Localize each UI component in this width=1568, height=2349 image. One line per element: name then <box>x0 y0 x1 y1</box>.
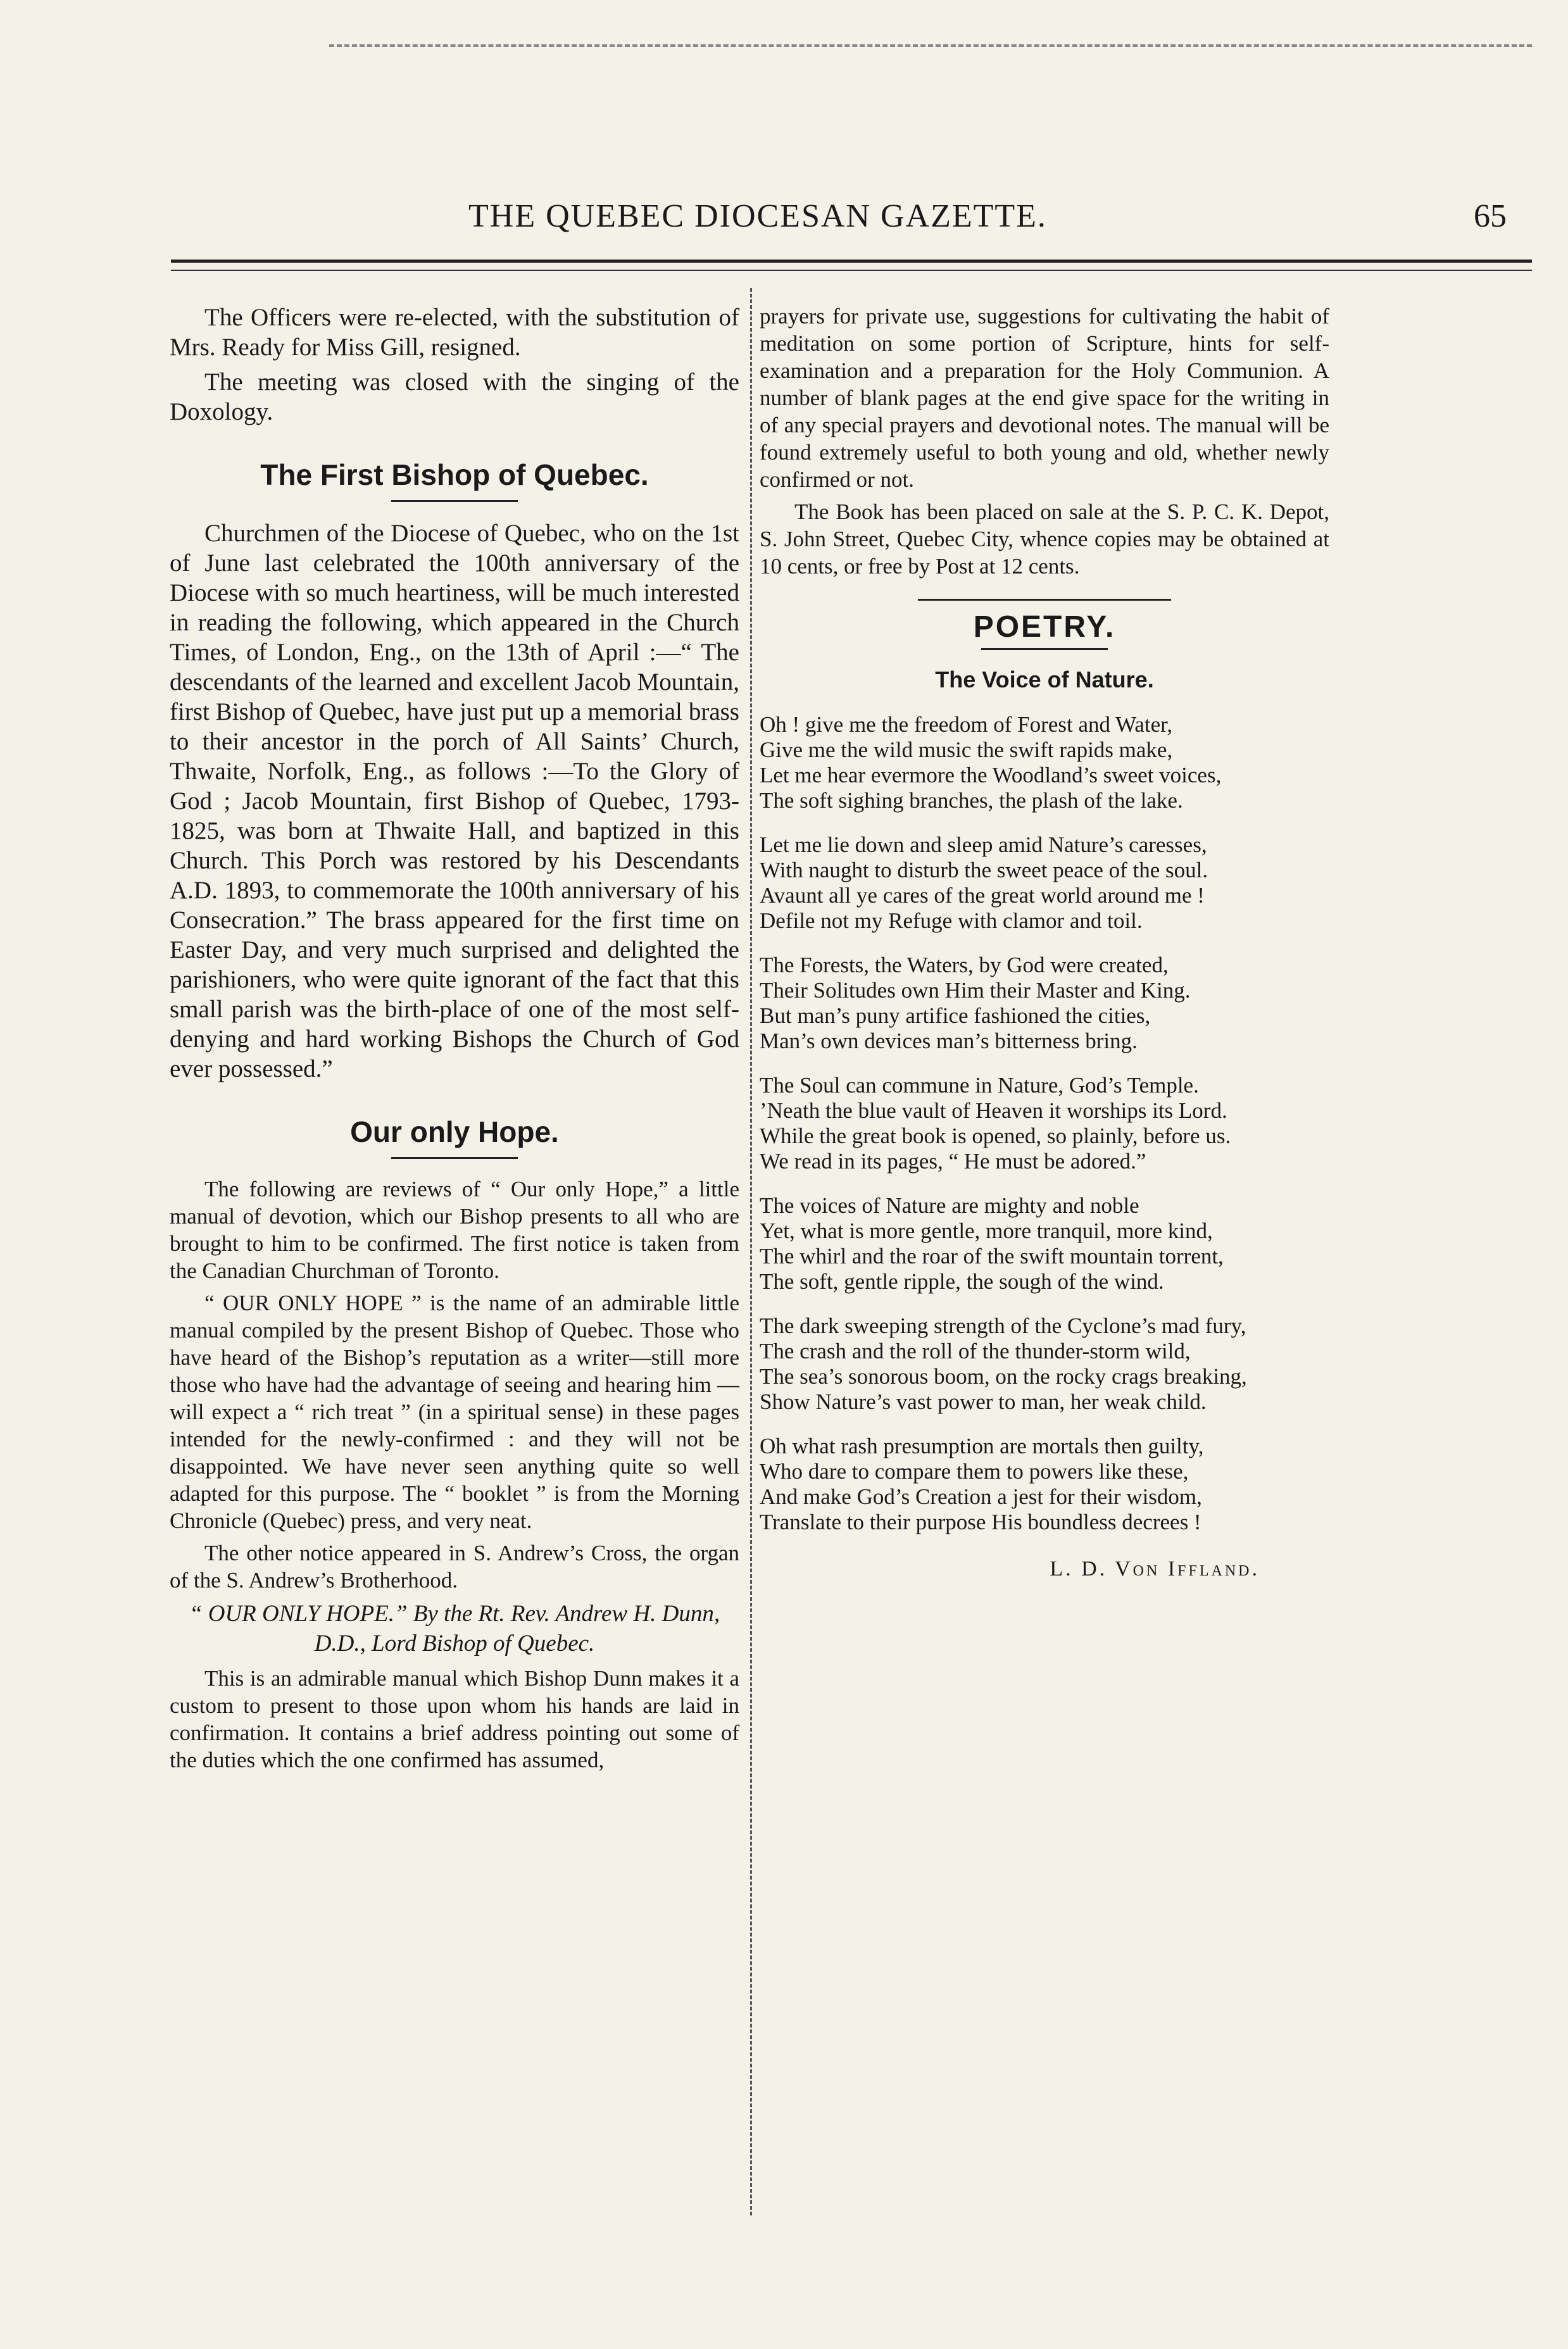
page-number: 65 <box>1474 198 1507 234</box>
poem-line: Man’s own devices man’s bitterness bring. <box>760 1029 1138 1053</box>
poem-line: Yet, what is more gentle, more tranquil, more kind, <box>760 1218 1213 1243</box>
poem-line: Defile not my Refuge with clamor and toil. <box>760 908 1143 933</box>
poem-line: Oh what rash presumption are mortals then guilty, <box>760 1434 1204 1458</box>
poem-line: Who dare to compare them to powers like these, <box>760 1459 1189 1484</box>
poem-line: Their Solitudes own Him their Master and King. <box>760 978 1191 1003</box>
poem-stanza <box>760 1193 1329 1294</box>
heading-our-only-hope: Our only Hope. <box>350 1115 559 1148</box>
poem-line: ’Neath the blue vault of Heaven it worships its Lord. <box>760 1098 1227 1123</box>
poem-line: The soft sighing branches, the plash of the lake. <box>760 788 1183 813</box>
poem-line: We read in its pages, “ He must be adored.” <box>760 1149 1146 1174</box>
manual-contents-paragraph: prayers for private use, suggestions for cultivating the habit of meditation on some portion of Scripture, hints for self-examination and a preparation for the Holy Communion. A number of blank pages at the end give space for the writing in of any special prayers and devotional notes. The manual will be found extremely useful to both young and old, whether newly confirmed or not. <box>760 304 1329 492</box>
poem-line: While the great book is opened, so plainly, before us. <box>760 1124 1231 1148</box>
heading-first-bishop: The First Bishop of Quebec. <box>260 458 649 491</box>
heading-rule <box>391 1157 518 1159</box>
heading-rule <box>981 648 1108 650</box>
poem-line: And make God’s Creation a jest for their wisdom, <box>760 1484 1202 1509</box>
poem-signature: L. D. Von Iffland. <box>1050 1557 1260 1581</box>
left-column <box>170 303 739 1779</box>
poem-line: The Soul can commune in Nature, God’s Temple. <box>760 1073 1199 1098</box>
review-byline: “ OUR ONLY HOPE.” By the Rt. Rev. Andrew H. Dunn, D.D., Lord Bishop of Quebec. <box>189 1601 720 1657</box>
churchman-review-paragraph: “ OUR ONLY HOPE ” is the name of an admirable little manual compiled by the present Bishop of Quebec. Those who have heard of the Bishop’s reputation as a writer—still more those who have had the advantage of seeing and hearing him —will expect a “ rich treat ” (in a spiritual sense) in these pages intended for the newly-confirmed : and they will not be disappointed. We have never seen anything quite so well adapted for this purpose. The “ booklet ” is from the Morning Chronicle (Quebec) press, and very neat. <box>170 1291 739 1533</box>
poem-stanza <box>760 953 1329 1054</box>
poem-line: Show Nature’s vast power to man, her weak child. <box>760 1389 1207 1414</box>
running-title: THE QUEBEC DIOCESAN GAZETTE. <box>468 198 1047 234</box>
right-column <box>760 303 1329 1584</box>
poem <box>760 712 1329 1535</box>
header-rule-thin <box>171 270 1532 271</box>
poem-line: Avaunt all ye cares of the great world around me ! <box>760 883 1205 908</box>
column-divider <box>750 288 752 2215</box>
poem-stanza <box>760 1073 1329 1174</box>
officers-paragraph: The Officers were re-elected, with the substitution of Mrs. Ready for Miss Gill, resigned. <box>170 304 739 361</box>
poem-line: The whirl and the roar of the swift mountain torrent, <box>760 1244 1224 1268</box>
poem-stanza <box>760 1434 1329 1535</box>
andrews-cross-paragraph: The other notice appeared in S. Andrew’s Cross, the organ of the S. Andrew’s Brotherhood. <box>170 1541 739 1593</box>
bishop-article-paragraph: Churchmen of the Diocese of Quebec, who on the 1st of June last celebrated the 100th anniversary of the Diocese with so much heartiness, will be much interested in reading the following, which appeared in the Church Times, of London, Eng., on the 13th of April :—“ The descendants of the learned and excellent Jacob Mountain, first Bishop of Quebec, have just put up a memorial brass to their ancestor in the porch of All Saints’ Church, Thwaite, Norfolk, Eng., as follows :—To the Glory of God ; Jacob Mountain, first Bishop of Quebec, 1793-1825, was born at Thwaite Hall, and baptized in this Church. This Porch was restored by his Descendants A.D. 1893, to commemorate the 100th anniversary of his Consecration.” The brass appeared for the first time on Easter Day, and very much surprised and delighted the parishioners, who were quite ignorant of the fact that this small parish was the birth-place of one of the most self-denying and hard working Bishops the Church of God ever possessed.” <box>170 520 739 1082</box>
poem-line: Oh ! give me the freedom of Forest and Water, <box>760 712 1173 737</box>
poem-line: Give me the wild music the swift rapids make, <box>760 737 1173 762</box>
poem-stanza <box>760 712 1329 813</box>
poem-line: Let me hear evermore the Woodland’s sweet voices, <box>760 763 1222 787</box>
top-edge-dashes <box>329 44 1532 47</box>
poem-line: The dark sweeping strength of the Cyclone’s mad fury, <box>760 1313 1246 1338</box>
poem-line: Translate to their purpose His boundless decrees ! <box>760 1510 1201 1534</box>
poem-line: With naught to disturb the sweet peace of the soul. <box>760 858 1208 882</box>
poem-line: The Forests, the Waters, by God were created, <box>760 953 1169 977</box>
reviews-intro-paragraph: The following are reviews of “ Our only Hope,” a little manual of devotion, which our Bishop presents to all who are brought to him to be confirmed. The first notice is taken from the Canadian Churchman of Toronto. <box>170 1177 739 1283</box>
poem-line: The sea’s sonorous boom, on the rocky crags breaking, <box>760 1364 1247 1389</box>
poetry-heading: POETRY. <box>973 610 1116 644</box>
header-rule-thick <box>171 260 1532 263</box>
poem-line: The soft, gentle ripple, the sough of the wind. <box>760 1269 1164 1294</box>
sale-paragraph: The Book has been placed on sale at the S. P. C. K. Depot, S. John Street, Quebec City, whence copies may be obtained at 10 cents, or free by Post at 12 cents. <box>760 499 1329 579</box>
poem-line: But man’s puny artifice fashioned the cities, <box>760 1003 1151 1028</box>
poem-stanza <box>760 832 1329 934</box>
page-header <box>171 197 1532 248</box>
doxology-paragraph: The meeting was closed with the singing of the Doxology. <box>170 368 739 425</box>
poem-stanza <box>760 1313 1329 1415</box>
poem-line: The voices of Nature are mighty and noble <box>760 1193 1139 1218</box>
poem-line: Let me lie down and sleep amid Nature’s caresses, <box>760 832 1207 857</box>
section-ornament-rule <box>918 599 1171 601</box>
poem-line: The crash and the roll of the thunder-storm wild, <box>760 1339 1191 1363</box>
heading-rule <box>391 500 518 502</box>
poem-title: The Voice of Nature. <box>935 667 1154 692</box>
andrews-review-paragraph: This is an admirable manual which Bishop Dunn makes it a custom to present to those upon whom his hands are laid in confirmation. It contains a brief address pointing out some of the duties which the one confirmed has assumed, <box>170 1666 739 1772</box>
